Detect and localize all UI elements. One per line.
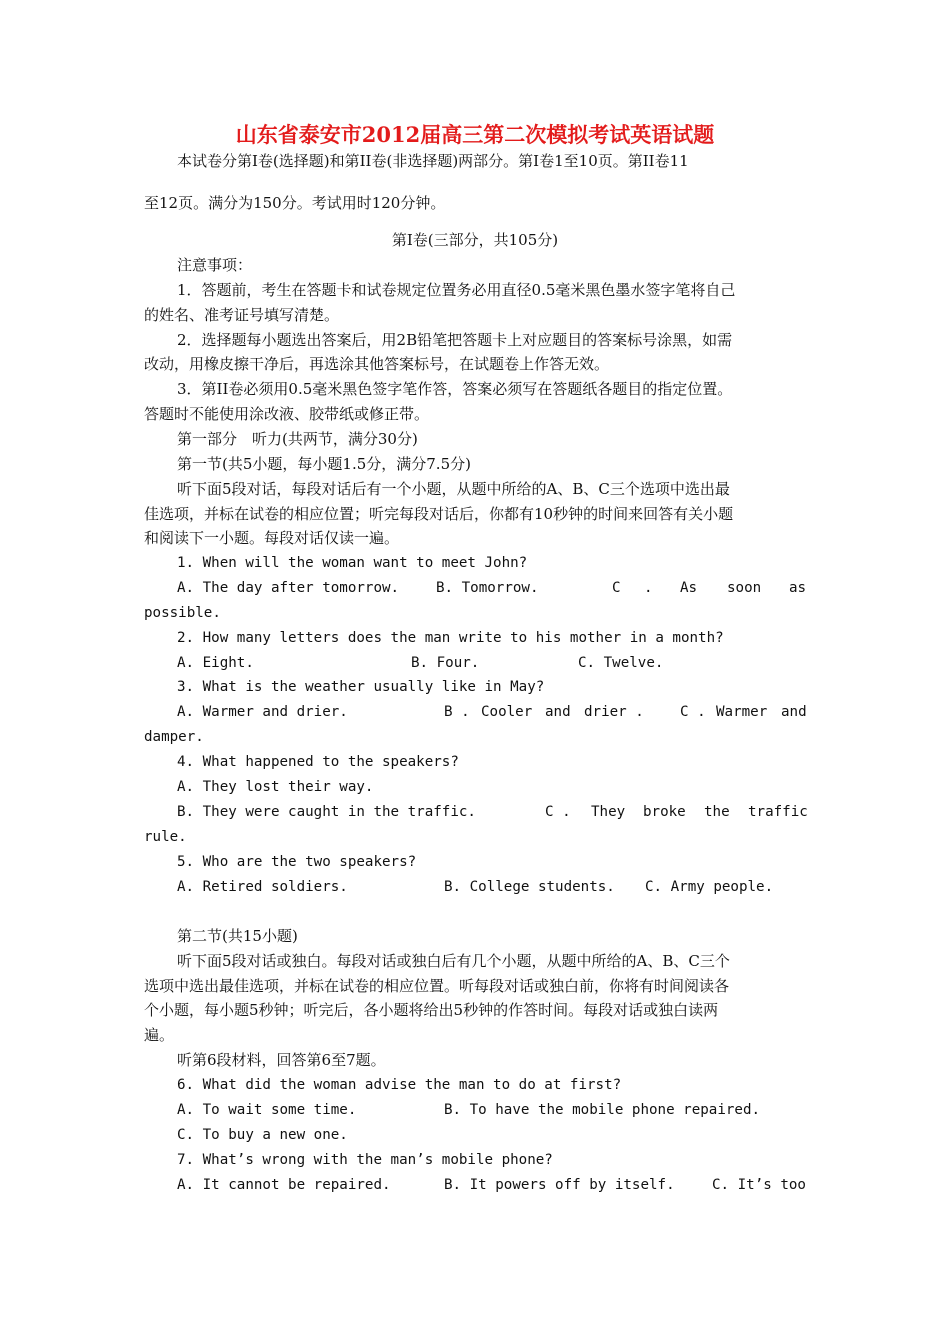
page-title: 山东省泰安市2012届高三第二次模拟考试英语试题 (235, 122, 715, 147)
option-a: A. It cannot be repaired. (177, 1177, 391, 1193)
option-c: Warmer (716, 704, 768, 720)
option-c: the (704, 804, 730, 820)
option-b: B. They were caught in the traffic. (177, 804, 476, 820)
option-b: B. To have the mobile phone repaired. (444, 1102, 761, 1118)
question-stem: 1. When will the woman want to meet John? (177, 555, 528, 571)
option-c: C . (545, 804, 571, 820)
notice-item: 改动，用橡皮擦干净后，再选涂其他答案标号，在试题卷上作答无效。 (144, 355, 610, 373)
option-b: B. Four. (411, 655, 480, 671)
option-b: B . (444, 704, 470, 720)
question-stem: 4. What happened to the speakers? (177, 754, 459, 770)
instruction-line: 佳选项，并标在试卷的相应位置；听完每段对话后，你都有10秒钟的时间来回答有关小题 (144, 505, 734, 523)
question-stem: 6. What did the woman advise the man to do at first? (177, 1077, 622, 1093)
notice-heading: 注意事项： (177, 256, 253, 274)
option-a: A. To wait some time. (177, 1102, 357, 1118)
notice-item: 1．答题前，考生在答题卡和试卷规定位置务必用直径0.5毫米黑色墨水签字笔将自己 (177, 281, 736, 299)
intro-line: 本试卷分第I卷(选择题)和第II卷(非选择题)两部分。第I卷1至10页。第II卷11 (177, 152, 689, 170)
question-stem: 3. What is the weather usually like in May? (177, 679, 545, 695)
instruction-line: 听下面5段对话或独白。每段对话或独白后有几个小题，从题中所给的A、B、C三个 (177, 952, 730, 970)
option-a: A. Eight. (177, 655, 254, 671)
option-c: and (781, 704, 807, 720)
question-stem: 2. How many letters does the man write to his mother in a month? (177, 630, 724, 646)
question-stem: 5. Who are the two speakers? (177, 854, 417, 870)
option-c: C. To buy a new one. (177, 1127, 348, 1143)
option-c: broke (643, 804, 686, 820)
question-stem: 7. What’s wrong with the man’s mobile phone? (177, 1152, 553, 1168)
option-c: C. Army people. (645, 879, 774, 895)
option-a: A. They lost their way. (177, 779, 374, 795)
notice-item: 的姓名、准考证号填写清楚。 (144, 306, 340, 324)
section-subheading: 第一节(共5小题，每小题1.5分，满分7.5分) (177, 455, 471, 473)
option-c: . (644, 580, 653, 596)
option-a: A. The day after tomorrow. (177, 580, 400, 596)
option-c: C . (680, 704, 706, 720)
instruction-line: 选项中选出最佳选项，并标在试卷的相应位置。听每段对话或独白前，你将有时间阅读各 (144, 977, 730, 995)
notice-item: 2．选择题每小题选出答案后，用2B铅笔把答题卡上对应题目的答案标号涂黑，如需 (177, 331, 733, 349)
option-c: soon (727, 580, 762, 596)
option-a: A. Warmer and drier. (177, 704, 348, 720)
instruction-line: 遍。 (144, 1026, 175, 1044)
intro-line: 至12页。满分为150分。考试用时120分钟。 (144, 194, 446, 212)
instruction-line: 个小题，每小题5秒钟；听完后，各小题将给出5秒钟的作答时间。每段对话或独白读两 (144, 1001, 719, 1019)
material-heading: 听第6段材料，回答第6至7题。 (177, 1051, 386, 1069)
option-b: drier . (584, 704, 644, 720)
option-c: C (612, 580, 621, 596)
option-c: They (591, 804, 626, 820)
section-heading: 第一部分 听力(共两节，满分30分) (177, 430, 418, 448)
notice-item: 3．第II卷必须用0.5毫米黑色签字笔作答，答案必须写在答题纸各题目的指定位置。 (177, 380, 733, 398)
option-b: B. College students. (444, 879, 615, 895)
section-subheading: 第二节(共15小题) (177, 927, 298, 945)
option-b: B. Tomorrow. (436, 580, 539, 596)
option-c: as (789, 580, 807, 596)
option-continuation: damper. (144, 729, 204, 745)
option-b: and (545, 704, 571, 720)
option-c: C. Twelve. (578, 655, 664, 671)
instruction-line: 听下面5段对话，每段对话后有一个小题，从题中所给的A、B、C三个选项中选出最 (177, 480, 730, 498)
option-c: C. It’s too (712, 1177, 806, 1193)
option-continuation: possible. (144, 605, 221, 621)
option-a: A. Retired soldiers. (177, 879, 348, 895)
option-b: Cooler (481, 704, 533, 720)
option-c: As (680, 580, 698, 596)
option-b: B. It powers off by itself. (444, 1177, 675, 1193)
part-heading: 第I卷(三部分，共105分) (391, 231, 559, 249)
option-c: traffic (748, 804, 808, 820)
instruction-line: 和阅读下一小题。每段对话仅读一遍。 (144, 529, 400, 547)
notice-item: 答题时不能使用涂改液、胶带纸或修正带。 (144, 405, 430, 423)
option-continuation: rule. (144, 829, 187, 845)
